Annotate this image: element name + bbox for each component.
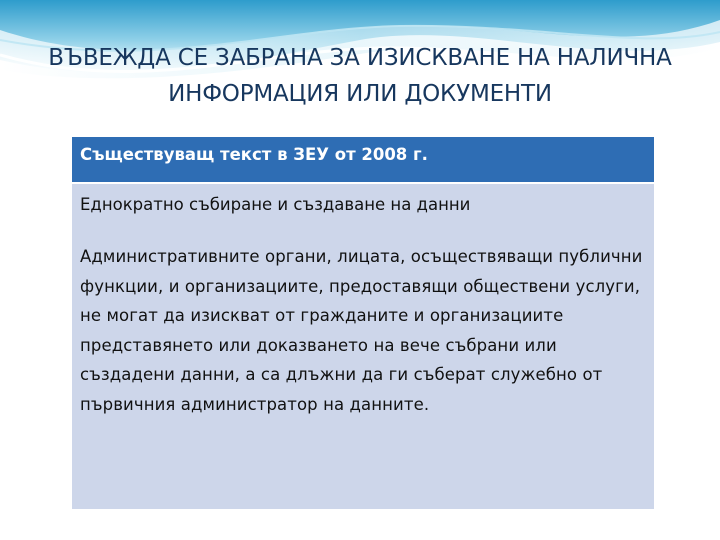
table-row-text: Административните органи, лицата, осъществяващи публични функции, и организациите, предоставящи обществени услуги, не могат да изискват от гражданите и организациите представянето или доказването на вече събрани или създадени данни, а са длъжни да ги съберат служебно от първичния администратор на данните.: [80, 247, 643, 414]
content-table: [72, 137, 654, 509]
table-row-title: Еднократно събиране и създаване на данни: [80, 195, 471, 214]
slide-title: ВЪВЕЖДА СЕ ЗАБРАНА ЗА ИЗИСКВАНЕ НА НАЛИЧНА ИНФОРМАЦИЯ ИЛИ ДОКУМЕНТИ: [48, 45, 672, 107]
table-body: [72, 184, 654, 509]
table-header: Съществуващ текст в ЗЕУ от 2008 г.: [72, 137, 654, 184]
